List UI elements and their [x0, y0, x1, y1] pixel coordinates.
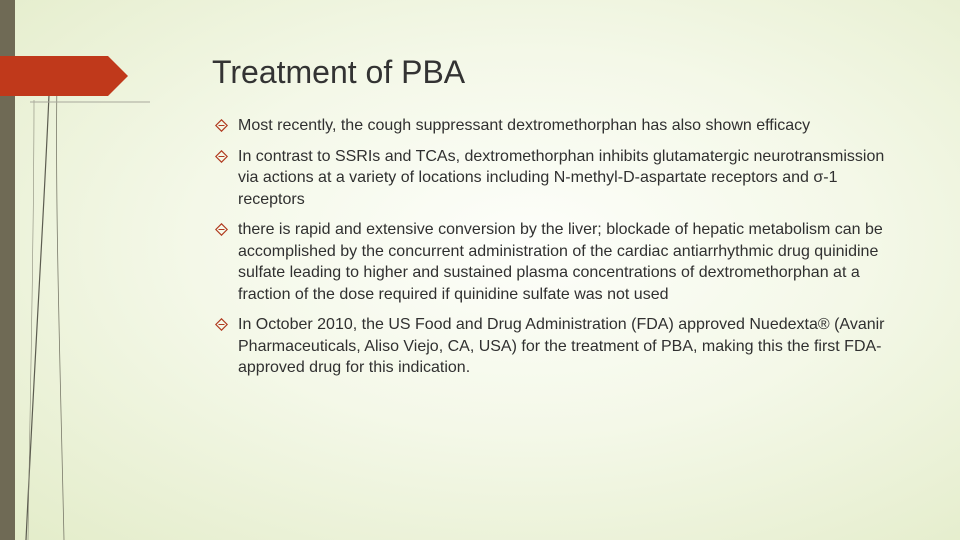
bullet-text: Most recently, the cough suppressant dextromethorphan has also shown efficacy	[238, 117, 811, 134]
bullet-item	[215, 146, 895, 211]
diamond-outline-icon	[215, 223, 228, 236]
diamond-outline-icon	[215, 318, 228, 331]
bullet-text: In October 2010, the US Food and Drug Administration (FDA) approved Nuedexta® (Avanir Pharmaceuticals, Aliso Viejo, CA, USA) for the treatment of PBA, making this the first FDA-approved drug for this indication.	[238, 316, 885, 376]
bullet-text: In contrast to SSRIs and TCAs, dextromethorphan inhibits glutamatergic neurotransmission via actions at a variety of locations including N-methyl-D-aspartate receptors and σ-1 receptors	[238, 147, 885, 208]
diamond-outline-icon	[215, 150, 228, 163]
bullet-text: there is rapid and extensive conversion by the liver; blockade of hepatic metabolism can be accomplished by the concurrent administration of the cardiac antiarrhythmic drug quinidine sulfate leading to higher and sustained plasma concentrations of dextromethorphan at a fraction of the dose required if quinidine sulfate was not used	[238, 221, 883, 303]
bullet-list	[215, 115, 895, 388]
bullet-item	[215, 115, 895, 137]
bullet-item	[215, 314, 895, 379]
slide-title: Treatment of PBA	[212, 54, 466, 90]
diamond-outline-icon	[215, 119, 228, 132]
title-arrow-banner	[0, 56, 128, 96]
bullet-item	[215, 219, 895, 305]
